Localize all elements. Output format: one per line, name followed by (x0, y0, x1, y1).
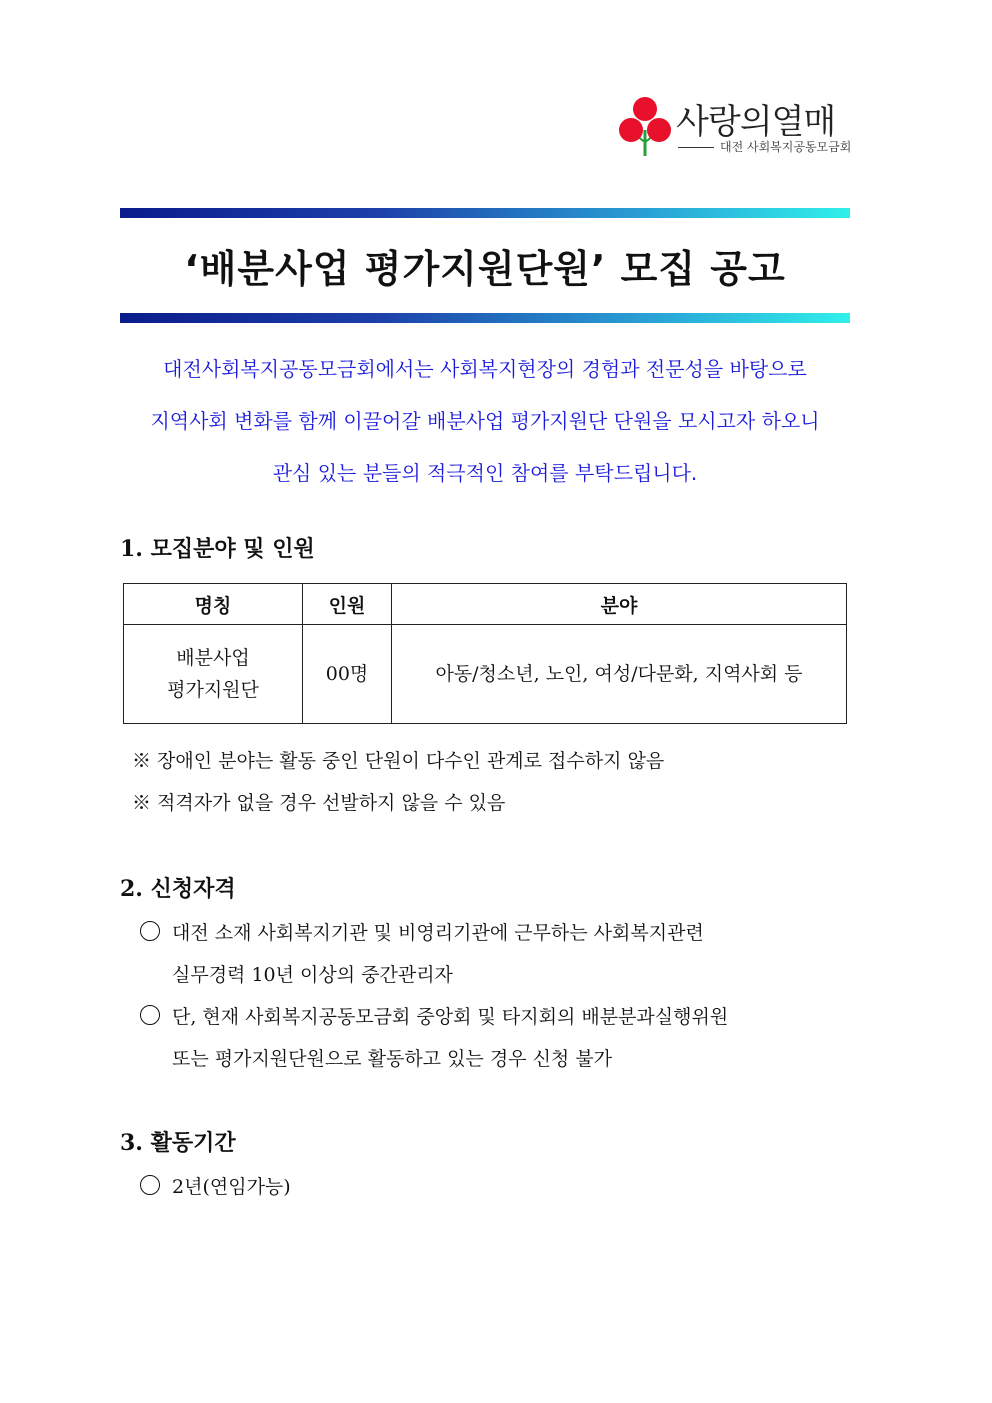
intro-line: 대전사회복지공동모금회에서는 사회복지현장의 경험과 전문성을 바탕으로 (163, 357, 807, 381)
table-header-row (124, 584, 847, 625)
love-fruit-icon (618, 94, 674, 160)
logo-name: 사랑의열매 (676, 102, 836, 142)
circle-bullet-icon (140, 1175, 160, 1195)
section-heading-recruitment: 1. 모집분야 및 인원 (120, 536, 315, 562)
logo-subtitle: 대전 사회복지공동모금회 (678, 138, 851, 155)
table-header: 분야 (392, 584, 847, 625)
circle-bullet-icon (140, 921, 160, 941)
list-item-continuation: 실무경력 10년 이상의 중간관리자 (172, 964, 453, 986)
note: ※ 장애인 분야는 활동 중인 단원이 다수인 관계로 접수하지 않음 (132, 750, 665, 772)
list-item: 2년(연임가능) (140, 1172, 291, 1199)
list-item: 대전 소재 사회복지기관 및 비영리기관에 근무하는 사회복지관련 (140, 918, 704, 945)
table-header: 명칭 (124, 584, 303, 625)
table-header: 인원 (303, 584, 392, 625)
intro-line: 지역사회 변화를 함께 이끌어갈 배분사업 평가지원단 단원을 모시고자 하오니 (150, 409, 820, 433)
table-row (124, 625, 847, 724)
table-cell-name (124, 625, 303, 724)
intro-line: 관심 있는 분들의 적극적인 참여를 부탁드립니다. (272, 461, 698, 485)
section-heading-eligibility: 2. 신청자격 (120, 876, 236, 902)
intro-paragraph (100, 350, 870, 506)
title-bar-bottom (120, 313, 850, 323)
note: ※ 적격자가 없을 경우 선발하지 않을 수 있음 (132, 792, 506, 814)
table-cell-field: 아동/청소년, 노인, 여성/다문화, 지역사회 등 (392, 625, 847, 724)
list-item-continuation: 또는 평가지원단원으로 활동하고 있는 경우 신청 불가 (172, 1048, 613, 1070)
list-item: 단, 현재 사회복지공동모금회 중앙회 및 타지회의 배분분과실행위원 (140, 1002, 728, 1029)
title-bar-top (120, 208, 850, 218)
recruitment-table (123, 583, 847, 724)
name-line: 평가지원단 (167, 679, 259, 701)
logo (618, 94, 858, 160)
section-heading-period: 3. 활동기간 (120, 1130, 236, 1156)
page-title: ‘배분사업 평가지원단원’ 모집 공고 (184, 247, 786, 291)
name-line: 배분사업 (176, 647, 250, 669)
table-cell-count: 00명 (303, 625, 392, 724)
circle-bullet-icon (140, 1005, 160, 1025)
